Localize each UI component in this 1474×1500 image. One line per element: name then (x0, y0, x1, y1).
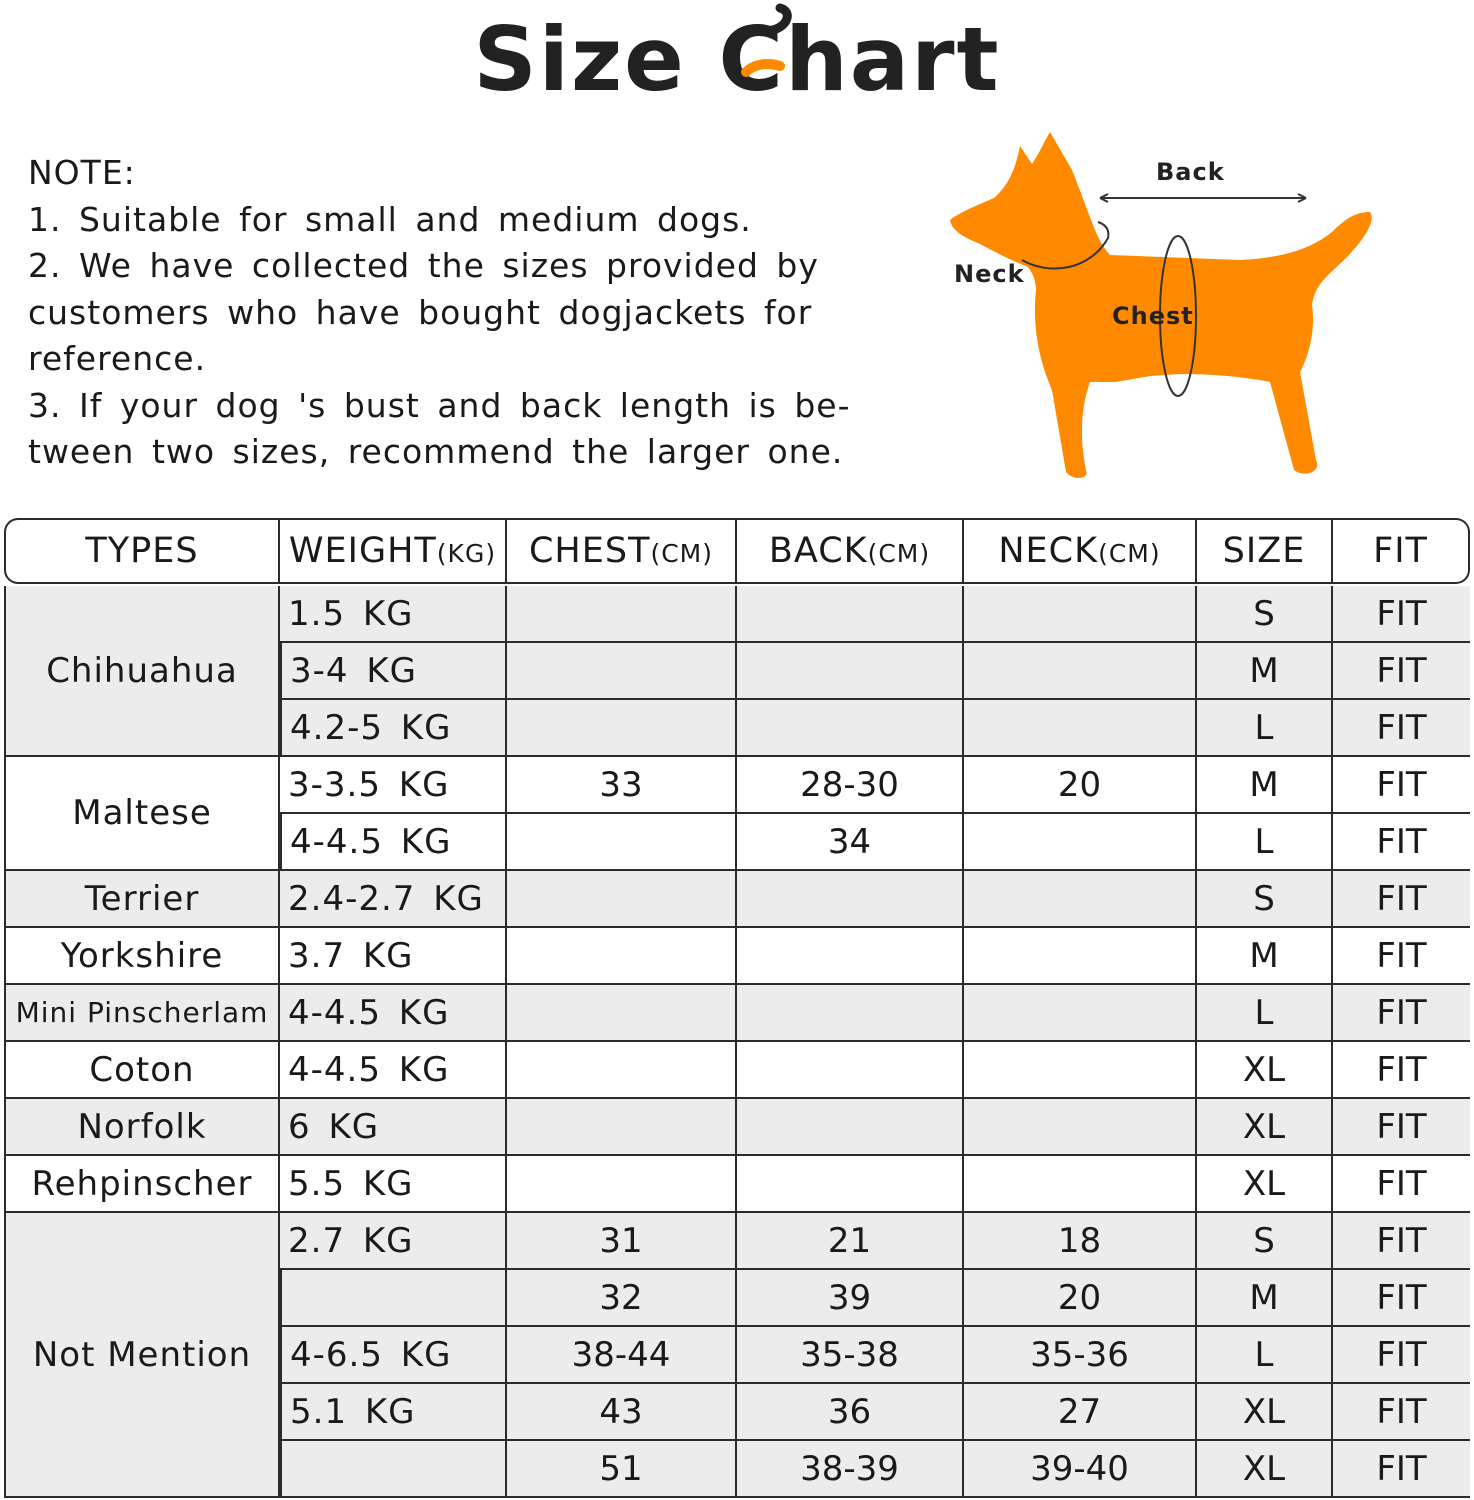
type-cell: Rehpinscher (4, 1156, 280, 1213)
fit-cell: FIT (1333, 871, 1470, 928)
chest-cell (507, 1042, 737, 1099)
chest-cell: 43 (507, 1384, 737, 1441)
back-label: Back (1156, 158, 1225, 186)
size-cell: S (1197, 1213, 1333, 1270)
weight-cell: 2.4-2.7 KG (280, 871, 507, 928)
table-row (4, 985, 1470, 1042)
size-cell: S (1197, 586, 1333, 643)
fit-cell: FIT (1333, 1213, 1470, 1270)
type-cell: Not Mention (4, 1213, 280, 1498)
type-cell: Maltese (4, 757, 280, 871)
chest-cell: 31 (507, 1213, 737, 1270)
chest-cell: 38-44 (507, 1327, 737, 1384)
back-cell (737, 643, 964, 700)
neck-cell: 20 (964, 1270, 1197, 1327)
chest-cell (507, 700, 737, 757)
type-cell: Yorkshire (4, 928, 280, 985)
fit-cell: FIT (1333, 985, 1470, 1042)
fit-cell: FIT (1333, 1270, 1470, 1327)
neck-cell: 27 (964, 1384, 1197, 1441)
table-header-row (4, 518, 1470, 584)
back-cell (737, 1156, 964, 1213)
size-cell: L (1197, 1327, 1333, 1384)
table-row (4, 586, 1470, 643)
neck-cell: 35-36 (964, 1327, 1197, 1384)
chest-cell (507, 985, 737, 1042)
back-cell (737, 586, 964, 643)
header-types: TYPES (4, 518, 280, 584)
weight-cell: 3.7 KG (280, 928, 507, 985)
weight-cell: 6 KG (280, 1099, 507, 1156)
note-item-1: 1. Suitable for small and medium dogs. (28, 199, 752, 239)
page-title: Size Chart (473, 8, 1001, 111)
chest-cell (507, 871, 737, 928)
back-cell: 35-38 (737, 1327, 964, 1384)
fit-cell: FIT (1333, 1042, 1470, 1099)
back-cell (737, 700, 964, 757)
size-cell: L (1197, 814, 1333, 871)
table-row (4, 757, 1470, 814)
back-cell (737, 928, 964, 985)
back-cell: 28-30 (737, 757, 964, 814)
size-cell: XL (1197, 1156, 1333, 1213)
fit-cell: FIT (1333, 1156, 1470, 1213)
leash-hook-icon (736, 2, 796, 92)
fit-cell: FIT (1333, 1384, 1470, 1441)
header-size: SIZE (1197, 518, 1333, 584)
weight-cell: 4.2-5 KG (280, 700, 507, 757)
weight-cell: 4-4.5 KG (280, 1042, 507, 1099)
chest-cell (507, 1156, 737, 1213)
size-cell: XL (1197, 1384, 1333, 1441)
header-back: BACK(CM) (737, 518, 964, 584)
neck-cell (964, 871, 1197, 928)
chest-cell (507, 1099, 737, 1156)
header-neck: NECK(CM) (964, 518, 1197, 584)
table-row (4, 1042, 1470, 1099)
table-row (4, 1213, 1470, 1270)
fit-cell: FIT (1333, 757, 1470, 814)
header-weight: WEIGHT(KG) (280, 518, 507, 584)
weight-cell: 1.5 KG (280, 586, 507, 643)
weight-cell: 3-3.5 KG (280, 757, 507, 814)
fit-cell: FIT (1333, 700, 1470, 757)
weight-cell: 4-4.5 KG (280, 814, 507, 871)
back-cell (737, 1099, 964, 1156)
weight-cell (280, 1270, 507, 1327)
neck-cell (964, 928, 1197, 985)
weight-cell: 4-4.5 KG (280, 985, 507, 1042)
neck-cell (964, 586, 1197, 643)
chest-cell: 32 (507, 1270, 737, 1327)
weight-cell: 2.7 KG (280, 1213, 507, 1270)
chest-label: Chest (1112, 302, 1194, 330)
weight-cell: 5.1 KG (280, 1384, 507, 1441)
note-item-3: 3. If your dog 's bust and back length is be- tween two sizes, recommend the larger one. (28, 385, 851, 471)
chest-cell (507, 928, 737, 985)
back-cell: 34 (737, 814, 964, 871)
fit-cell: FIT (1333, 1099, 1470, 1156)
weight-cell (280, 1441, 507, 1498)
header-chest: CHEST(CM) (507, 518, 737, 584)
neck-cell: 18 (964, 1213, 1197, 1270)
type-cell: Terrier (4, 871, 280, 928)
size-cell: M (1197, 1270, 1333, 1327)
chest-cell (507, 586, 737, 643)
neck-cell (964, 1042, 1197, 1099)
size-cell: M (1197, 928, 1333, 985)
back-cell (737, 1042, 964, 1099)
table-row (4, 871, 1470, 928)
neck-cell (964, 985, 1197, 1042)
size-cell: M (1197, 643, 1333, 700)
note-block (28, 150, 888, 476)
neck-label: Neck (954, 260, 1025, 288)
type-cell: Norfolk (4, 1099, 280, 1156)
neck-cell (964, 1099, 1197, 1156)
header-fit: FIT (1333, 518, 1470, 584)
type-cell: Mini Pinscherlam (4, 985, 280, 1042)
table-row (4, 1156, 1470, 1213)
size-chart-table (4, 518, 1470, 1498)
fit-cell: FIT (1333, 643, 1470, 700)
neck-cell (964, 814, 1197, 871)
back-cell: 38-39 (737, 1441, 964, 1498)
fit-cell: FIT (1333, 586, 1470, 643)
neck-cell (964, 1156, 1197, 1213)
table-row (4, 928, 1470, 985)
fit-cell: FIT (1333, 1441, 1470, 1498)
fit-cell: FIT (1333, 1327, 1470, 1384)
neck-cell: 20 (964, 757, 1197, 814)
size-cell: S (1197, 871, 1333, 928)
size-cell: L (1197, 700, 1333, 757)
title-banner (0, 0, 1474, 115)
chest-cell: 51 (507, 1441, 737, 1498)
type-cell: Chihuahua (4, 586, 280, 757)
neck-cell (964, 643, 1197, 700)
fit-cell: FIT (1333, 814, 1470, 871)
note-heading: NOTE: (28, 153, 136, 192)
weight-cell: 5.5 KG (280, 1156, 507, 1213)
size-cell: XL (1197, 1042, 1333, 1099)
back-cell: 36 (737, 1384, 964, 1441)
chest-cell (507, 814, 737, 871)
back-cell (737, 985, 964, 1042)
back-cell (737, 871, 964, 928)
neck-cell: 39-40 (964, 1441, 1197, 1498)
dog-measure-diagram (940, 120, 1380, 490)
chest-cell: 33 (507, 757, 737, 814)
size-cell: M (1197, 757, 1333, 814)
weight-cell: 3-4 KG (280, 643, 507, 700)
neck-cell (964, 700, 1197, 757)
size-cell: L (1197, 985, 1333, 1042)
size-cell: XL (1197, 1099, 1333, 1156)
table-row (4, 1099, 1470, 1156)
chest-cell (507, 643, 737, 700)
weight-cell: 4-6.5 KG (280, 1327, 507, 1384)
table-body (4, 586, 1470, 1498)
type-cell: Coton (4, 1042, 280, 1099)
back-cell: 21 (737, 1213, 964, 1270)
size-cell: XL (1197, 1441, 1333, 1498)
fit-cell: FIT (1333, 928, 1470, 985)
note-item-2: 2. We have collected the sizes provided by customers who have bought dogjackets for reference. (28, 246, 819, 378)
back-cell: 39 (737, 1270, 964, 1327)
